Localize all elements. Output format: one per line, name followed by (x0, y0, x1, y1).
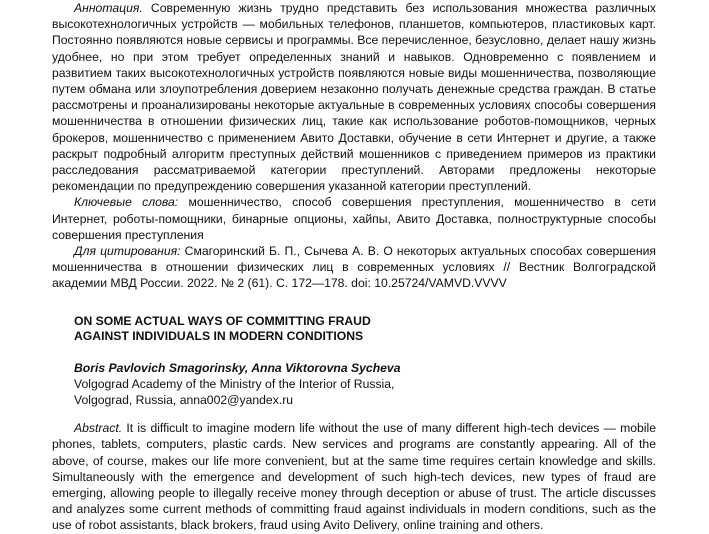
ru-abstract (52, 0, 656, 194)
ru-citation (52, 243, 656, 292)
ru-citation-label: Для цитирования: (74, 244, 181, 259)
en-abstract-text: It is difficult to imagine modern life without the use of many different high-tech devices — mobile phones, tablets, computers, plastic cards. New services and programs are constantly appearing. All of the above, of course, makes our life more convenient, but at the same time requires certain knowledge and skills. Simultaneously with the emergence and development of such high-tech devices, new types of fraud are emerging, allowing people to illegally receive money through deception or abuse of trust. The article discusses and analyzes some current methods of committing fraud against individuals in modern conditions, such as the use of robot assistants, black brokers, fraud using Avito Delivery, online training and others. (52, 421, 657, 533)
en-authors: Boris Pavlovich Smagorinsky, Anna Viktorovna Sycheva (74, 360, 401, 375)
affiliation-spacer (52, 408, 656, 420)
en-affiliation (74, 376, 656, 408)
ru-keywords (52, 194, 656, 243)
title-spacer (52, 345, 656, 360)
ru-keywords-text: мошенничество, способ совершения преступления, мошенничество в сети Интернет, роботы-помощники, бинарные опционы, хайпы, Авито Доставка, полноструктурные способы совершения преступления (52, 195, 656, 242)
ru-abstract-label: Аннотация. (74, 1, 143, 15)
en-abstract-label: Abstract. (74, 421, 123, 436)
en-title-line1: ON SOME ACTUAL WAYS OF COMMITTING FRAUD (74, 313, 371, 328)
en-title-line2: AGAINST INDIVIDUALS IN MODERN CONDITIONS (74, 329, 364, 344)
article-page (52, 0, 656, 534)
ru-citation-text: Смагоринский Б. П., Сычева А. В. О некоторых актуальных способах совершения мошенничества в отношении физических лиц в современных условиях // Вестник Волгоградской академии МВД России. 2022. № 2 (61). С. 172—178. doi: 10.25724/VAMVD.VVVV (52, 244, 656, 291)
en-affiliation-line2: Volgograd, Russia, anna002@yandex.ru (74, 393, 294, 408)
ru-keywords-label: Ключевые слова: (74, 195, 179, 210)
ru-abstract-text: Современную жизнь трудно представить без использования множества различных высокотехнологичных устройств — мобильных телефонов, планшетов, компьютеров, пластиковых карт. Постоянно появляются новые сервисы и программы. Все перечисленное, безусловно, делает нашу жизнь удобнее, но при этом требует определенных знаний и навыков. Одновременно с появлением и развитием таких высокотехнологичных устройств появляются новые виды мошенничества, позволяющие путем обмана или злоупотребления доверием незаконно получать денежные средства граждан. В статье рассмотрены и проанализированы некоторые актуальные в современных условиях способы совершения мошенничества в отношении физических лиц, такие как использование роботов-помощников, черных брокеров, мошенничество с применением Авито Доставки, обучение в сети Интернет и другие, а также раскрыт подробный алгоритм преступных действий мошенников с приведением примеров из практики расследования рассматриваемой категории преступлений. Авторами предложены некоторые рекомендации по предупреждению совершения указанной категории преступлений. (52, 1, 656, 194)
en-affiliation-line1: Volgograd Academy of the Ministry of the Interior of Russia, (74, 376, 395, 391)
section-spacer (52, 292, 656, 314)
en-abstract (52, 420, 656, 533)
en-title (74, 314, 656, 345)
